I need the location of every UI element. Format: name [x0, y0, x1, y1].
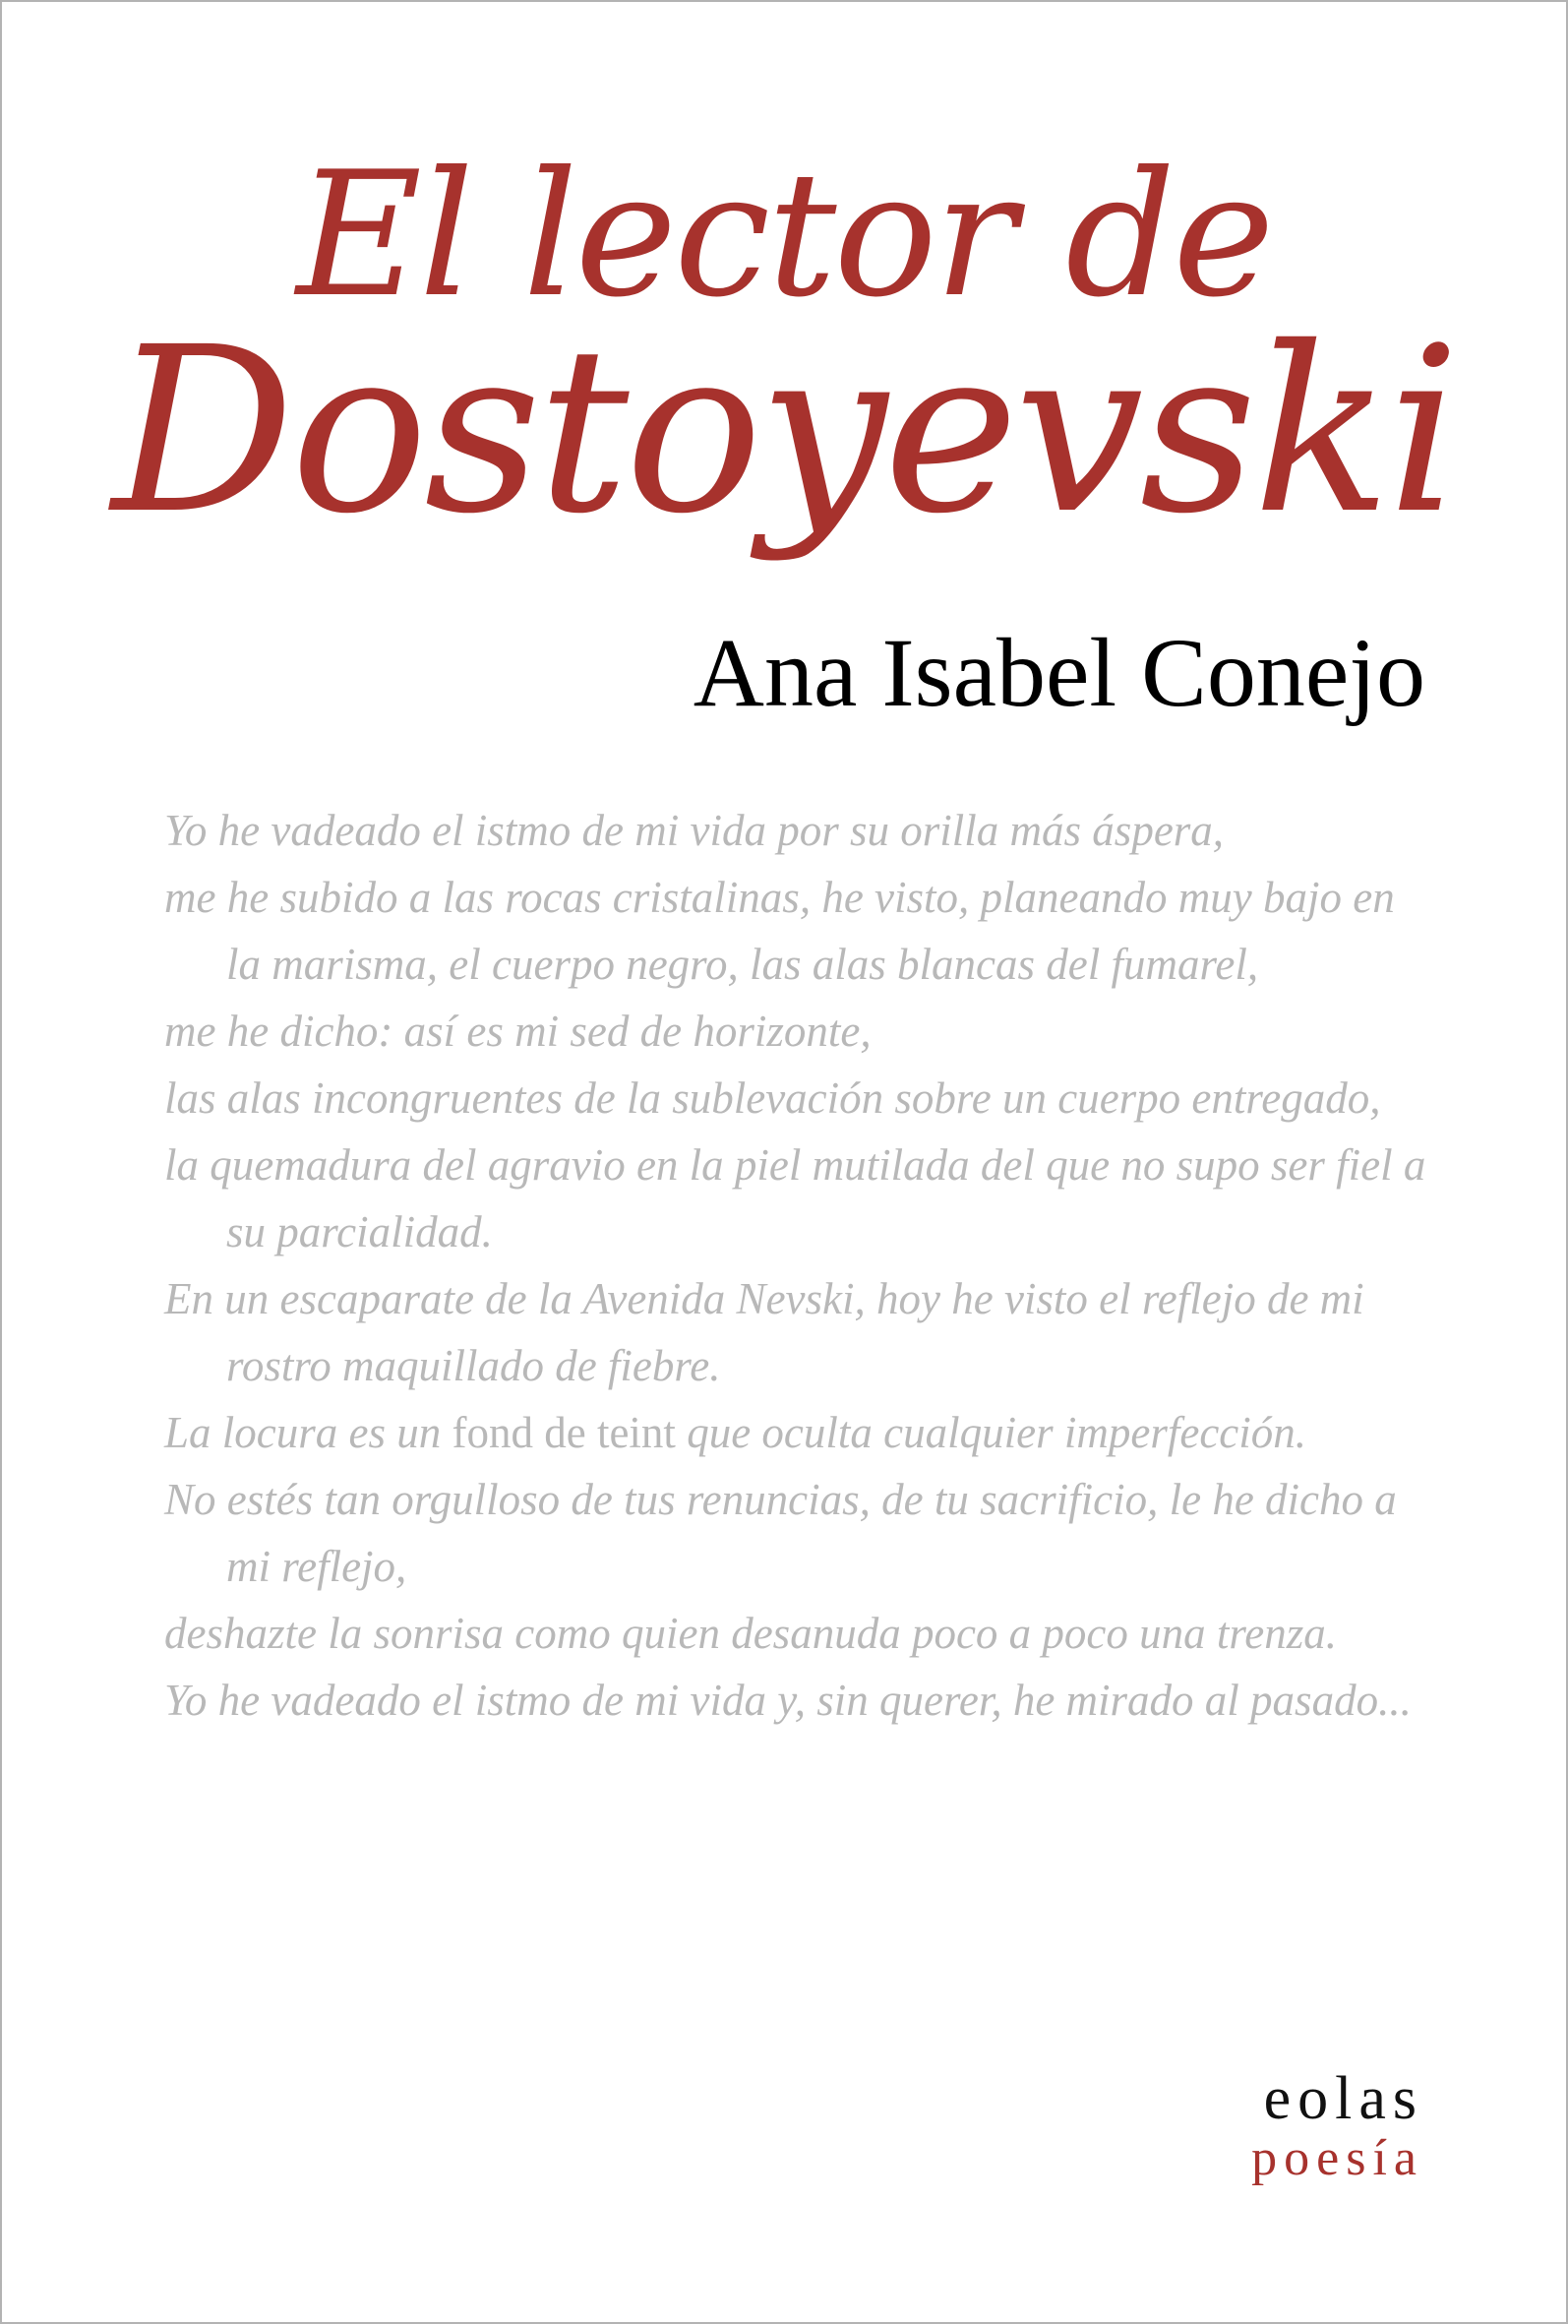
publisher-name: eolas	[1263, 2065, 1423, 2132]
poem-line-7-start: La locura es un	[164, 1408, 452, 1457]
poem-line-8: No estés tan orgulloso de tus renuncias, de tu sacrificio, le he dicho a mi reflejo,	[164, 1475, 1397, 1591]
poem-line-5: la quemadura del agravio en la piel mutilada del que no supo ser fiel a su parcialidad.	[164, 1140, 1426, 1256]
poem-line-4: las alas incongruentes de la sublevación sobre un cuerpo entregado,	[164, 1073, 1381, 1123]
title-line-1: El lector de	[296, 136, 1272, 336]
poem-line-1: Yo he vadeado el istmo de mi vida por su orilla más áspera,	[164, 806, 1225, 855]
author-name: Ana Isabel Conejo	[693, 618, 1425, 727]
poem-excerpt	[164, 797, 1433, 1734]
poem-line-3: me he dicho: así es mi sed de horizonte,	[164, 1007, 872, 1056]
poem-line-2: me he subido a las rocas cristalinas, he visto, planeando muy bajo en la marisma, el cuerpo negro, las alas blancas del fumarel,	[164, 873, 1395, 989]
poem-line-7-end: que oculta cualquier imperfección.	[675, 1408, 1307, 1457]
publisher-series: poesía	[1251, 2130, 1423, 2186]
poem-line-9: deshazte la sonrisa como quien desanuda poco a poco una trenza.	[164, 1609, 1337, 1658]
title-line-2: Dostoyevski	[111, 298, 1457, 564]
publisher-logo	[1251, 2065, 1423, 2186]
poem-line-6: En un escaparate de la Avenida Nevski, hoy he visto el reflejo de mi rostro maquillado de fiebre.	[164, 1274, 1364, 1390]
poem-line-7-roman-text: fond de teint	[452, 1408, 676, 1457]
poem-line-7	[164, 1399, 1433, 1466]
poem-line-10: Yo he vadeado el istmo de mi vida y, sin querer, he mirado al pasado...	[164, 1676, 1412, 1725]
